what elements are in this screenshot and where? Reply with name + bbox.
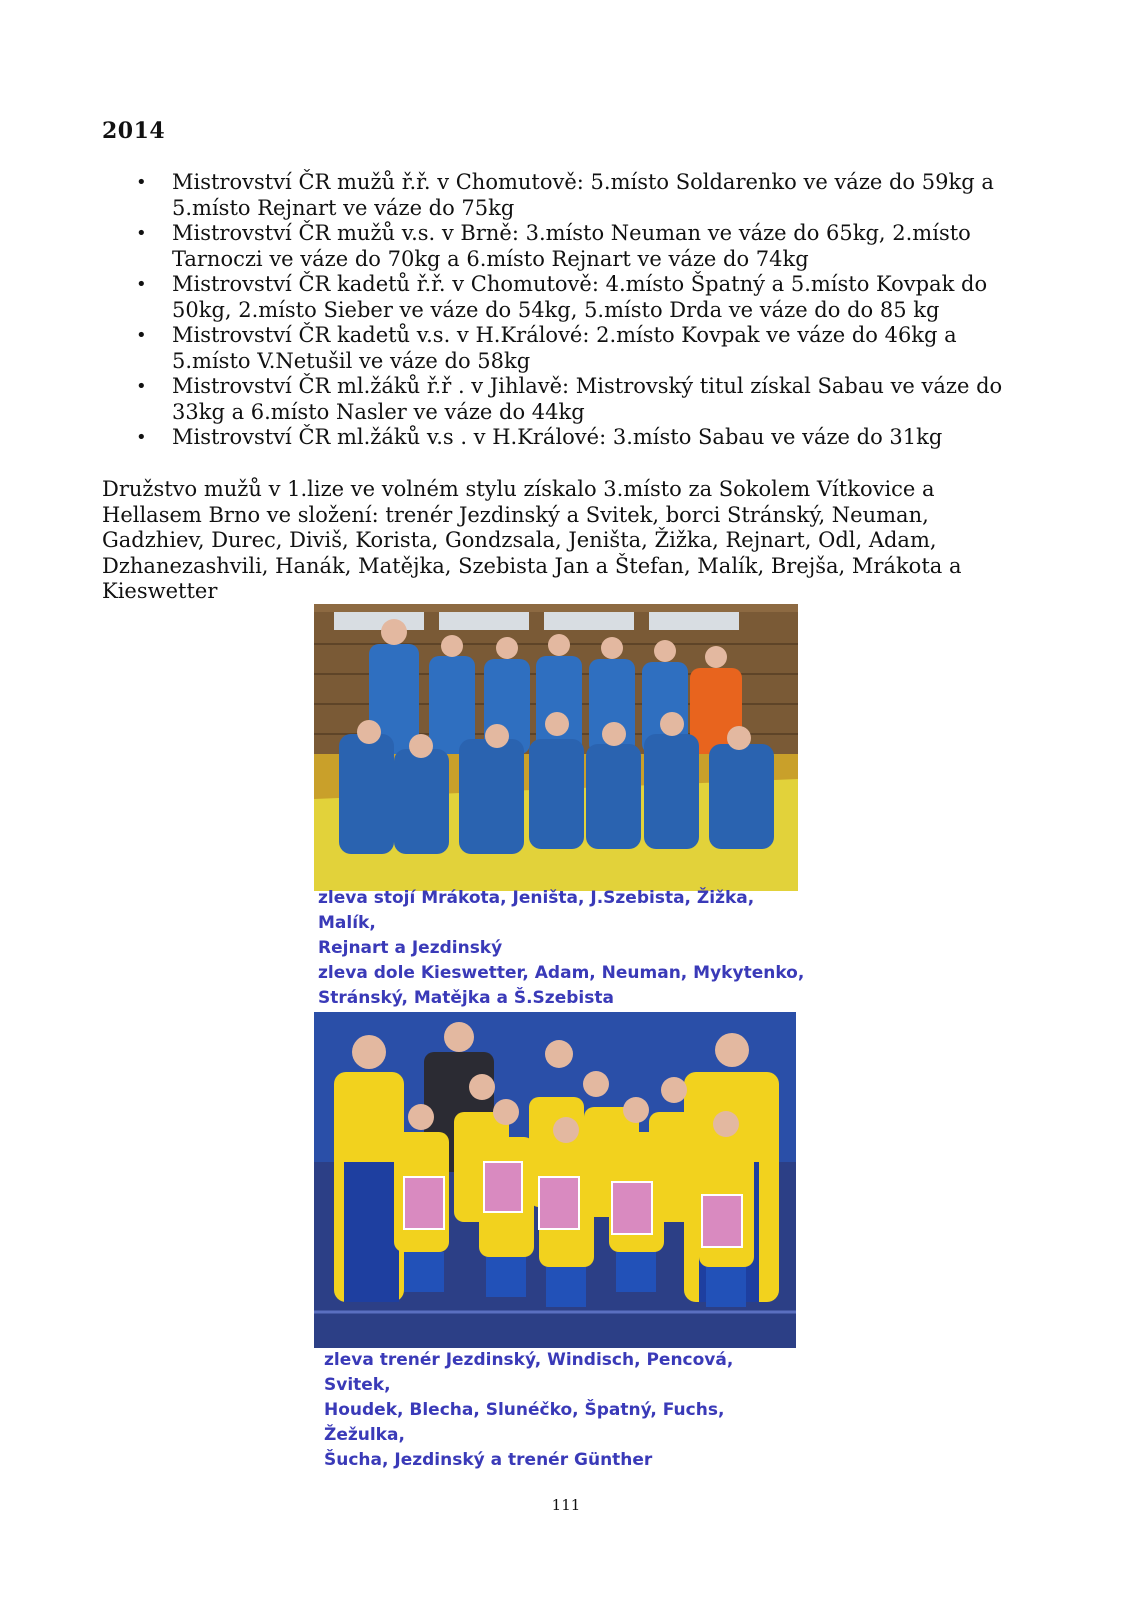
caption-line: zleva dole Kieswetter, Adam, Neuman, Mykytenko, — [318, 963, 805, 983]
result-item: • Mistrovství ČR kadetů v.s. v H.Králové: 2.místo Kovpak ve váze do 46kg a 5.místo V.Netušil ve váze do 58kg — [136, 323, 1036, 374]
caption-line: zleva stojí Mrákota, Jeništa, J.Szebista, Žižka, Malík, — [318, 888, 755, 933]
caption-line: zleva trenér Jezdinský, Windisch, Pencová, Svitek, — [324, 1350, 734, 1395]
team-paragraph: Družstvo mužů v 1.lize ve volném stylu získalo 3.místo za Sokolem Vítkovice a Hellasem Brno ve složení: trenér Jezdinský a Svitek, borci Stránský, Neuman, Gadzhiev, Durec, Diviš, Korista, Gondzsala, Jeništa, Žižka, Rejnart, Odl, Adam, Dzhanezashvili, Hanák, Matějka, Szebista Jan a Štefan, Malík, Brejša, Mrákota a Kieswetter — [102, 477, 962, 603]
result-item: • Mistrovství ČR kadetů ř.ř. v Chomutově: 4.místo Špatný a 5.místo Kovpak do 50kg, 2.místo Sieber ve váze do 54kg, 5.místo Drda ve váze do do 85 kg — [136, 272, 1036, 323]
caption-line: Rejnart a Jezdinský — [318, 938, 503, 958]
photo1-caption — [318, 886, 808, 1011]
results-list — [136, 170, 1036, 451]
photo2-caption — [324, 1348, 804, 1473]
result-item: • Mistrovství ČR ml.žáků ř.ř . v Jihlavě: Mistrovský titul získal Sabau ve váze do 33kg a 6.místo Nasler ve váze do 44kg — [136, 374, 1036, 425]
caption-line: Houdek, Blecha, Slunéčko, Špatný, Fuchs, Žežulka, — [324, 1400, 725, 1445]
result-item: • Mistrovství ČR mužů ř.ř. v Chomutově: 5.místo Soldarenko ve váze do 59kg a 5.místo Rejnart ve váze do 75kg — [136, 170, 1036, 221]
caption-line: Stránský, Matějka a Š.Szebista — [318, 988, 614, 1008]
result-item: • Mistrovství ČR ml.žáků v.s . v H.Králové: 3.místo Sabau ve váze do 31kg — [136, 425, 1036, 451]
team-photo-youth — [314, 1012, 796, 1348]
caption-line: Šucha, Jezdinský a trenér Günther — [324, 1450, 653, 1470]
team-photo-men — [314, 604, 798, 891]
year-heading: 2014 — [102, 118, 166, 144]
page-number: 111 — [551, 1496, 581, 1514]
result-item: • Mistrovství ČR mužů v.s. v Brně: 3.místo Neuman ve váze do 65kg, 2.místo Tarnoczi ve váze do 70kg a 6.místo Rejnart ve váze do 74kg — [136, 221, 1036, 272]
